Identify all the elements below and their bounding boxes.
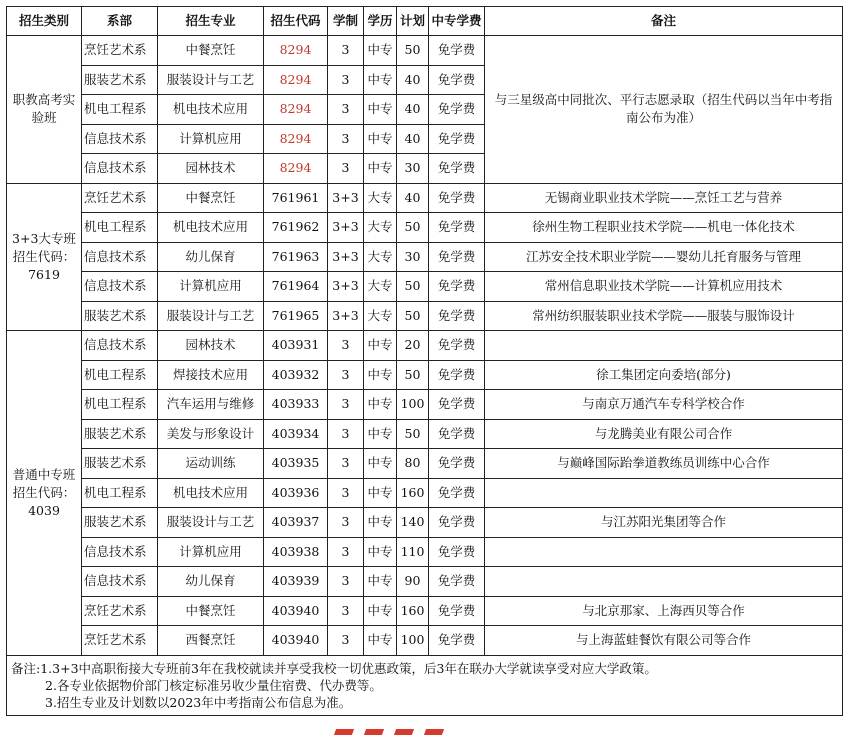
years-cell: 3 (328, 567, 364, 597)
years-cell: 3 (328, 537, 364, 567)
level-cell: 大专 (364, 301, 397, 331)
major-cell: 运动训练 (158, 449, 264, 479)
table-row (7, 508, 843, 538)
dept-cell: 信息技术系 (82, 154, 158, 184)
major-cell: 焊接技术应用 (158, 360, 264, 390)
plan-cell: 30 (397, 242, 429, 272)
plan-cell: 50 (397, 272, 429, 302)
fee-cell: 免学费 (429, 95, 485, 125)
major-cell: 机电技术应用 (158, 213, 264, 243)
years-cell: 3 (328, 154, 364, 184)
code-cell: 403940 (264, 596, 328, 626)
major-cell: 美发与形象设计 (158, 419, 264, 449)
dept-cell: 机电工程系 (82, 95, 158, 125)
level-cell: 大专 (364, 183, 397, 213)
code-cell: 403937 (264, 508, 328, 538)
code-cell: 403933 (264, 390, 328, 420)
dept-cell: 烹饪艺术系 (82, 626, 158, 656)
plan-cell: 40 (397, 65, 429, 95)
fee-cell: 免学费 (429, 124, 485, 154)
admission-table-sheet (6, 6, 842, 716)
plan-cell: 50 (397, 360, 429, 390)
fee-cell: 免学费 (429, 360, 485, 390)
header-category: 招生类别 (7, 7, 82, 36)
note-cell: 徐州生物工程职业技术学院——机电一体化技术 (485, 213, 843, 243)
note-cell: 与龙腾美业有限公司合作 (485, 419, 843, 449)
fee-cell: 免学费 (429, 478, 485, 508)
admission-table (6, 6, 843, 716)
code-cell: 761963 (264, 242, 328, 272)
plan-cell: 100 (397, 390, 429, 420)
table-row (7, 272, 843, 302)
plan-cell: 100 (397, 626, 429, 656)
dept-cell: 机电工程系 (82, 478, 158, 508)
major-cell: 中餐烹饪 (158, 596, 264, 626)
note-cell (485, 478, 843, 508)
major-cell: 园林技术 (158, 154, 264, 184)
fee-cell: 免学费 (429, 242, 485, 272)
level-cell: 中专 (364, 331, 397, 361)
table-row (7, 478, 843, 508)
fee-cell: 免学费 (429, 272, 485, 302)
table-row (7, 390, 843, 420)
note-cell: 常州信息职业技术学院——计算机应用技术 (485, 272, 843, 302)
years-cell: 3+3 (328, 183, 364, 213)
level-cell: 中专 (364, 36, 397, 66)
fee-cell: 免学费 (429, 154, 485, 184)
code-cell: 761961 (264, 183, 328, 213)
level-cell: 大专 (364, 272, 397, 302)
header-dept: 系部 (82, 7, 158, 36)
major-cell: 汽车运用与维修 (158, 390, 264, 420)
fee-cell: 免学费 (429, 596, 485, 626)
table-row (7, 183, 843, 213)
fee-cell: 免学费 (429, 626, 485, 656)
dept-cell: 信息技术系 (82, 331, 158, 361)
level-cell: 中专 (364, 537, 397, 567)
note-cell: 与江苏阳光集团等合作 (485, 508, 843, 538)
dept-cell: 烹饪艺术系 (82, 183, 158, 213)
code-cell: 8294 (264, 154, 328, 184)
level-cell: 中专 (364, 508, 397, 538)
note-cell: 无锡商业职业技术学院——烹饪工艺与营养 (485, 183, 843, 213)
major-cell: 西餐烹饪 (158, 626, 264, 656)
dept-cell: 烹饪艺术系 (82, 596, 158, 626)
note-cell: 与巅峰国际跆拳道教练员训练中心合作 (485, 449, 843, 479)
category-cell: 3+3大专班招生代码：7619 (7, 183, 82, 331)
dept-cell: 服装艺术系 (82, 508, 158, 538)
dept-cell: 信息技术系 (82, 124, 158, 154)
dept-cell: 机电工程系 (82, 390, 158, 420)
level-cell: 中专 (364, 95, 397, 125)
dept-cell: 信息技术系 (82, 567, 158, 597)
fee-cell: 免学费 (429, 567, 485, 597)
header-code: 招生代码 (264, 7, 328, 36)
table-row (7, 213, 843, 243)
fee-cell: 免学费 (429, 183, 485, 213)
code-cell: 761964 (264, 272, 328, 302)
level-cell: 中专 (364, 449, 397, 479)
header-note: 备注 (485, 7, 843, 36)
footnote-line-1: 备注:1.3+3中高职衔接大专班前3年在我校就读并享受我校一切优惠政策，后3年在联办大学就读享受对应大学政策。 (11, 660, 657, 676)
table-body (7, 36, 843, 656)
dept-cell: 烹饪艺术系 (82, 36, 158, 66)
major-cell: 服装设计与工艺 (158, 301, 264, 331)
table-row (7, 301, 843, 331)
dept-cell: 信息技术系 (82, 272, 158, 302)
category-cell: 职教高考实验班 (7, 36, 82, 184)
years-cell: 3 (328, 419, 364, 449)
years-cell: 3 (328, 449, 364, 479)
footnote-row (7, 655, 843, 715)
major-cell: 中餐烹饪 (158, 36, 264, 66)
fee-cell: 免学费 (429, 449, 485, 479)
years-cell: 3+3 (328, 213, 364, 243)
level-cell: 中专 (364, 478, 397, 508)
note-cell: 江苏安全技术职业学院——婴幼儿托育服务与管理 (485, 242, 843, 272)
code-cell: 8294 (264, 36, 328, 66)
years-cell: 3 (328, 124, 364, 154)
level-cell: 中专 (364, 567, 397, 597)
major-cell: 计算机应用 (158, 537, 264, 567)
footnote (7, 655, 843, 715)
category-cell: 普通中专班招生代码：4039 (7, 331, 82, 656)
level-cell: 大专 (364, 242, 397, 272)
major-cell: 中餐烹饪 (158, 183, 264, 213)
plan-cell: 90 (397, 567, 429, 597)
fee-cell: 免学费 (429, 537, 485, 567)
note-cell (485, 567, 843, 597)
fee-cell: 免学费 (429, 419, 485, 449)
table-row (7, 242, 843, 272)
level-cell: 大专 (364, 213, 397, 243)
note-cell: 与南京万通汽车专科学校合作 (485, 390, 843, 420)
footnote-line-2: 2.各专业依据物价部门核定标准另收少量住宿费、代办费等。 (45, 677, 382, 693)
plan-cell: 50 (397, 213, 429, 243)
plan-cell: 40 (397, 124, 429, 154)
dept-cell: 机电工程系 (82, 360, 158, 390)
years-cell: 3 (328, 478, 364, 508)
code-cell: 761965 (264, 301, 328, 331)
years-cell: 3 (328, 360, 364, 390)
fee-cell: 免学费 (429, 36, 485, 66)
plan-cell: 40 (397, 95, 429, 125)
level-cell: 中专 (364, 626, 397, 656)
code-cell: 403931 (264, 331, 328, 361)
major-cell: 服装设计与工艺 (158, 508, 264, 538)
header-level: 学历 (364, 7, 397, 36)
header-plan: 计划 (397, 7, 429, 36)
plan-cell: 140 (397, 508, 429, 538)
years-cell: 3 (328, 508, 364, 538)
fee-cell: 免学费 (429, 390, 485, 420)
note-cell: 与北京那家、上海西贝等合作 (485, 596, 843, 626)
fee-cell: 免学费 (429, 65, 485, 95)
table-row (7, 537, 843, 567)
major-cell: 幼儿保育 (158, 567, 264, 597)
decorative-red-marks (335, 720, 485, 731)
code-cell: 8294 (264, 65, 328, 95)
major-cell: 幼儿保育 (158, 242, 264, 272)
dept-cell: 信息技术系 (82, 537, 158, 567)
major-cell: 计算机应用 (158, 272, 264, 302)
plan-cell: 160 (397, 596, 429, 626)
code-cell: 403934 (264, 419, 328, 449)
header-years: 学制 (328, 7, 364, 36)
note-cell (485, 537, 843, 567)
table-row (7, 36, 843, 66)
header-major: 招生专业 (158, 7, 264, 36)
years-cell: 3 (328, 36, 364, 66)
plan-cell: 160 (397, 478, 429, 508)
table-row (7, 419, 843, 449)
major-cell: 服装设计与工艺 (158, 65, 264, 95)
level-cell: 中专 (364, 154, 397, 184)
years-cell: 3+3 (328, 301, 364, 331)
note-cell (485, 331, 843, 361)
footnote-line-3: 3.招生专业及计划数以2023年中考指南公布信息为准。 (45, 694, 352, 710)
plan-cell: 80 (397, 449, 429, 479)
level-cell: 中专 (364, 360, 397, 390)
header-fee: 中专学费 (429, 7, 485, 36)
plan-cell: 110 (397, 537, 429, 567)
plan-cell: 40 (397, 183, 429, 213)
years-cell: 3 (328, 390, 364, 420)
fee-cell: 免学费 (429, 508, 485, 538)
header-row (7, 7, 843, 36)
table-row (7, 567, 843, 597)
level-cell: 中专 (364, 124, 397, 154)
major-cell: 园林技术 (158, 331, 264, 361)
table-row (7, 626, 843, 656)
plan-cell: 50 (397, 419, 429, 449)
years-cell: 3 (328, 626, 364, 656)
dept-cell: 服装艺术系 (82, 65, 158, 95)
code-cell: 403940 (264, 626, 328, 656)
note-cell: 徐工集团定向委培(部分) (485, 360, 843, 390)
major-cell: 机电技术应用 (158, 95, 264, 125)
dept-cell: 信息技术系 (82, 242, 158, 272)
years-cell: 3+3 (328, 272, 364, 302)
table-row (7, 449, 843, 479)
years-cell: 3 (328, 65, 364, 95)
code-cell: 403939 (264, 567, 328, 597)
plan-cell: 30 (397, 154, 429, 184)
fee-cell: 免学费 (429, 331, 485, 361)
years-cell: 3+3 (328, 242, 364, 272)
code-cell: 403938 (264, 537, 328, 567)
dept-cell: 服装艺术系 (82, 301, 158, 331)
dept-cell: 服装艺术系 (82, 419, 158, 449)
major-cell: 计算机应用 (158, 124, 264, 154)
code-cell: 8294 (264, 95, 328, 125)
plan-cell: 20 (397, 331, 429, 361)
code-cell: 403935 (264, 449, 328, 479)
dept-cell: 服装艺术系 (82, 449, 158, 479)
years-cell: 3 (328, 596, 364, 626)
group-note-cell: 与三星级高中同批次、平行志愿录取（招生代码以当年中考指南公布为准） (485, 36, 843, 184)
fee-cell: 免学费 (429, 213, 485, 243)
plan-cell: 50 (397, 301, 429, 331)
level-cell: 中专 (364, 419, 397, 449)
code-cell: 8294 (264, 124, 328, 154)
note-cell: 与上海蓝蛙餐饮有限公司等合作 (485, 626, 843, 656)
table-row (7, 596, 843, 626)
table-row (7, 360, 843, 390)
years-cell: 3 (328, 331, 364, 361)
dept-cell: 机电工程系 (82, 213, 158, 243)
level-cell: 中专 (364, 596, 397, 626)
code-cell: 761962 (264, 213, 328, 243)
level-cell: 中专 (364, 390, 397, 420)
code-cell: 403932 (264, 360, 328, 390)
level-cell: 中专 (364, 65, 397, 95)
plan-cell: 50 (397, 36, 429, 66)
table-row (7, 331, 843, 361)
major-cell: 机电技术应用 (158, 478, 264, 508)
fee-cell: 免学费 (429, 301, 485, 331)
years-cell: 3 (328, 95, 364, 125)
note-cell: 常州纺织服装职业技术学院——服装与服饰设计 (485, 301, 843, 331)
code-cell: 403936 (264, 478, 328, 508)
